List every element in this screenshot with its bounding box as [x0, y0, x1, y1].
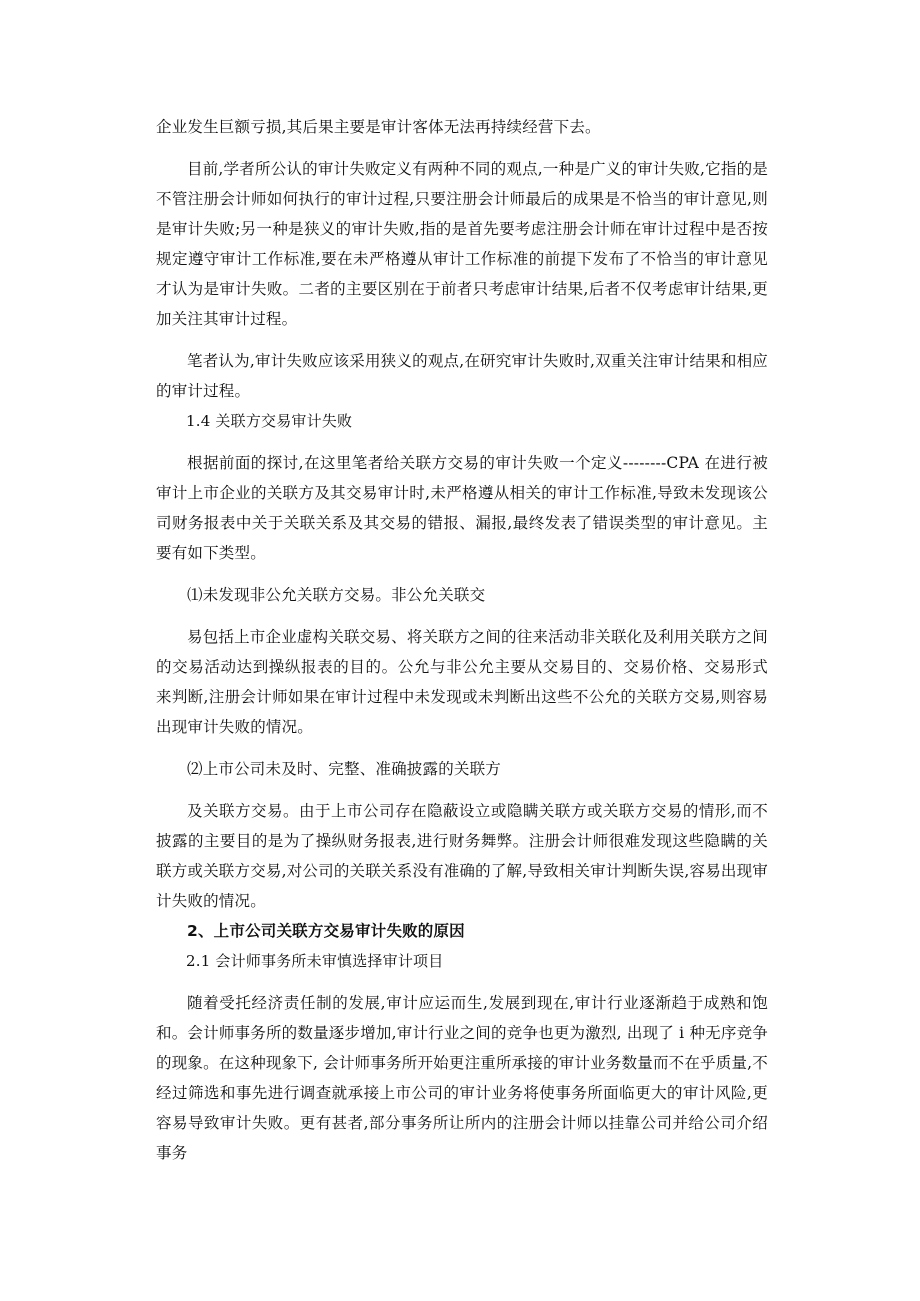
- section-heading-1-4: 1.4 关联方交易审计失败: [186, 412, 353, 430]
- paragraph-author-view: 笔者认为,审计失败应该采用狭义的观点,在研究审计失败时,双重关注审计结果和相应的审计过程。: [156, 352, 768, 400]
- paragraph-audit-failure-definitions: 目前,学者所公认的审计失败定义有两种不同的观点,一种是广义的审计失败,它指的是不管注册会计师如何执行的审计过程,只要注册会计师最后的成果是不恰当的审计意见,则是审计失败;另一种是狭义的审计失败,指的是首先要考虑注册会计师在审计过程中是否按规定遵守审计工作标准,要在未严格遵从审计工作标准的前提下发布了不恰当的审计意见才认为是审计失败。二者的主要区别在于前者只考虑审计结果,后者不仅考虑审计结果,更加关注其审计过程。: [156, 160, 768, 328]
- section-heading-2: 2、上市公司关联方交易审计失败的原因: [187, 922, 465, 940]
- document-page: [156, 112, 768, 1168]
- paragraph-audit-project-selection: 随着受托经济责任制的发展,审计应运而生,发展到现在,审计行业逐渐趋于成熟和饱和。会计师事务所的数量逐步增加,审计行业之间的竞争也更为激烈, 出现了 i 种无序竞争的现象。在这种现象下, 会计师事务所开始更注重所承接的审计业务数量而不在乎质量,不经过筛选和事先进行调查就承接上市公司的审计业务将使事务所面临更大的审计风险,更容易导致审计失败。更有甚者,部分事务所让所内的注册会计师以挂靠公司并给公司介绍事务: [156, 994, 768, 1162]
- paragraph-undisclosed-parties: 及关联方交易。由于上市公司存在隐蔽设立或隐瞒关联方或关联方交易的情形,而不披露的主要目的是为了操纵财务报表,进行财务舞弊。注册会计师很难发现这些隐瞒的关联方或关联方交易,对公司的关联关系没有准确的了解,导致相关审计判断失误,容易出现审计失败的情况。: [156, 802, 768, 910]
- list-item-2-heading: ⑵上市公司未及时、完整、准确披露的关联方: [187, 760, 502, 778]
- paragraph-continuation: 企业发生巨额亏损,其后果主要是审计客体无法再持续经营下去。: [156, 118, 601, 136]
- paragraph-related-party-definition: 根据前面的探讨,在这里笔者给关联方交易的审计失败一个定义--------CPA 在进行被审计上市企业的关联方及其交易审计时,未严格遵从相关的审计工作标准,导致未发现该公司财务报表中关于关联关系及其交易的错报、漏报,最终发表了错误类型的审计意见。主要有如下类型。: [156, 454, 768, 562]
- list-item-1-heading: ⑴未发现非公允关联方交易。非公允关联交: [187, 586, 486, 604]
- section-heading-2-1: 2.1 会计师事务所未审慎选择审计项目: [186, 952, 444, 970]
- paragraph-unfair-transactions: 易包括上市企业虚构关联交易、将关联方之间的往来活动非关联化及利用关联方之间的交易活动达到操纵报表的目的。公允与非公允主要从交易目的、交易价格、交易形式来判断,注册会计师如果在审计过程中未发现或未判断出这些不公允的关联方交易,则容易出现审计失败的情况。: [156, 628, 768, 736]
